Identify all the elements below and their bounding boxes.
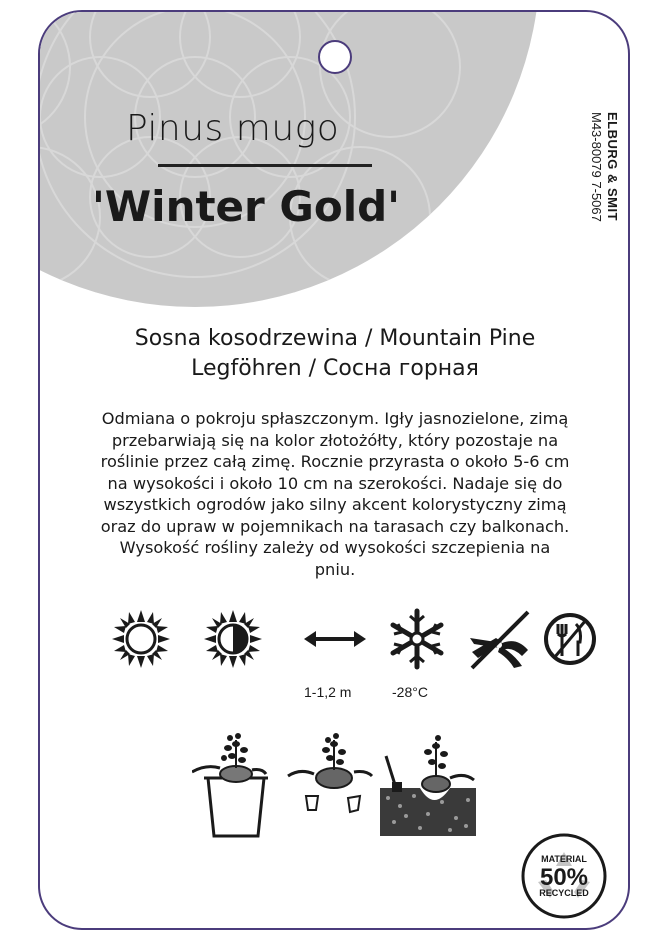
cultivar-name: 'Winter Gold' [92,182,401,231]
description-line: oraz do upraw w pojemnikach na tarasach czy balkonach. [100,516,570,536]
width-label: 1-1,2 m [304,684,352,700]
latin-name: Pinus mugo [126,108,340,149]
description-line: Odmiana o pokroju spłaszczonym. Igły jasnozielone, zimą [101,409,569,428]
product-code: M43-80079 7-5067 [589,112,604,222]
recycled-bottom-text: RECYCLED [539,888,589,898]
decorative-pattern [38,10,540,307]
description-line: przebarwiają się na kolor złotożółty, który pozostaje na [111,430,559,450]
snowflake-icon [386,608,448,670]
plant-label-card [38,10,630,930]
not-edible-icon [542,608,598,670]
description-line: na wysokości i około 10 cm na szerokości. Nadaje się do [107,473,563,493]
recycled-percent: 50% [539,864,589,891]
no-pruning-icon [466,608,534,670]
width-arrow-icon [302,608,368,670]
description [70,408,600,580]
brand-code-block [588,112,630,352]
care-icons-row [102,608,572,708]
step-1-illustration [192,733,268,836]
recycled-material-badge [520,832,608,920]
step-3-illustration [380,735,476,836]
step-2-illustration [288,733,372,812]
common-names-line-1: Sosna kosodrzewina / Mountain Pine [134,326,536,351]
description-line: roślinie przez całą zimę. Rocznie przyrasta o około 5-6 cm [100,452,570,471]
title-divider [158,164,372,167]
common-names-line-2: Legföhren / Сосна горная [191,356,479,381]
description-line: pniu. [314,559,356,579]
description-line: Wysokość rośliny zależy od wysokości szczepienia na [119,538,551,557]
description-line: wszystkich ogrodów jako silny akcent kolorystyczny zimą [103,495,567,514]
hanger-hole [318,40,352,74]
planting-instructions [192,722,482,842]
recycled-top-text: MATERIAL [541,854,587,864]
brand-name: ELBURG & SMIT [605,112,620,222]
sun-icon [110,608,172,670]
half-shade-icon [202,608,264,670]
hardiness-label: -28°C [392,684,428,700]
grey-header-circle [38,10,540,307]
common-names [80,324,590,384]
